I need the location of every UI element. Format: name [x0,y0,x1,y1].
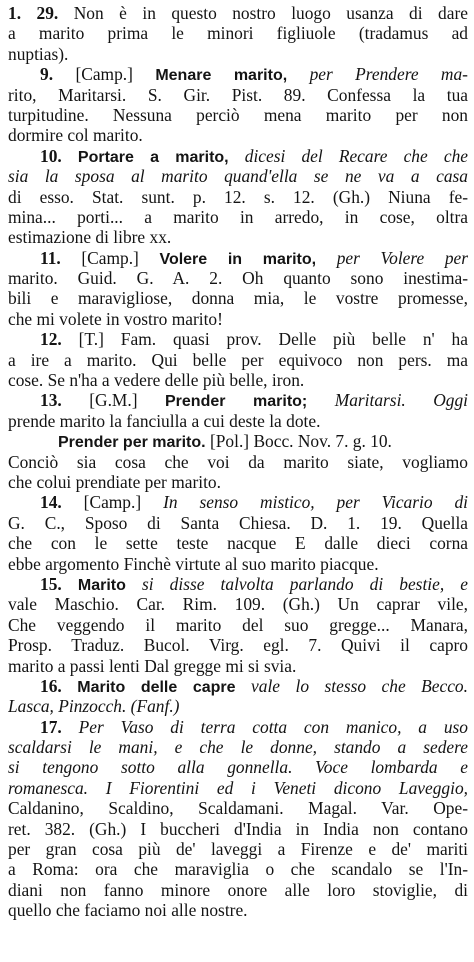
entry-number: 1. 29. [8,3,59,23]
entry-number: 16. [40,675,62,696]
text-line: sia la sposa al marito quand'ella se ne va a casa [8,166,468,187]
text-line: mina... porti... a marito in arredo, in cose, oltra [8,206,468,227]
text-line: per gran cosa più de' laveggi a Firenze e de' mariti [8,839,468,860]
entry-number: 10. [40,145,62,166]
sub-headword: Prender per marito. [58,434,206,452]
entry-12 [8,329,468,390]
text-line: cose. Se n'ha a vedere delle più belle, iron. [8,370,305,391]
source-tag: [Camp.] [75,64,133,85]
entry-text: Fam. quasi prov. Delle più belle n' ha [120,329,468,350]
source-tag: [Camp.] [81,247,139,268]
entry-13 [8,390,468,492]
entry-number: 14. [40,492,62,513]
text-line: romanesca. I Fiorentini ed i Veneti dicono Laveggio, [8,777,468,798]
text-line: che colui prendiate per marito. [8,471,221,492]
text-line: che mi volete in vostro marito! [8,308,223,329]
text-line [8,64,468,84]
text-line: turpitudine. Nessuna perciò mena marito per non [8,104,468,125]
text-line: a marito prima le minori figliuole (tradamus ad [8,23,468,44]
entry-15 [8,574,468,676]
text-line [8,329,468,349]
text-line: nuptias). [8,43,69,64]
text-line: scaldarsi le mani, e che le donne, stando a sedere [8,737,468,758]
text-line [8,3,468,23]
headword: Portare a marito, [77,148,229,166]
text-line: marito a passi lenti Dal gregge mi si svia. [8,655,297,676]
text-line: diani non fanno minore onore alle loro stoviglie, di [8,879,468,900]
text-line: Che veggendo il marito del suo gregge... Manara, [8,614,468,635]
source-tag: [T.] [78,329,104,350]
source-tag: [G.M.] [89,390,138,411]
text-line: di esso. Stat. sunt. p. 12. s. 12. (Gh.) Niuna fe- [8,186,468,207]
text-line [8,390,468,410]
entry-number: 15. [40,573,62,594]
text-line: marito. Guid. G. A. 2. Oh quanto sono inestima- [8,268,468,289]
text-line [8,574,468,594]
entry-10 [8,146,468,248]
source-tag: [Camp.] [83,492,142,513]
text-line: ebbe argomento Finchè virtute al suo marito piacque. [8,553,379,574]
headword: Menare marito, [155,67,288,85]
text-line: a ire a marito. Qui belle per equivoco non pers. ma [8,349,468,370]
text-line [8,492,468,512]
text-line: dormire col marito. [8,125,143,146]
entry-17 [8,717,468,921]
text-line [8,676,468,696]
entry-text: Per Vaso di terra cotta con manico, a uso [78,716,468,737]
text-line: rito, Maritarsi. S. Gir. Pist. 89. Confessa la tua [8,84,468,105]
text-line [8,248,468,268]
text-line [8,146,468,166]
text-line: bili e maravigliose, donna mia, le vostre promesse, [8,288,468,309]
entry-number: 13. [40,390,62,411]
text-line: Prosp. Traduz. Bucol. Virg. egl. 7. Quivi il capro [8,635,468,656]
text-line: a Roma: ora che maraviglia o che scandalo se l'In- [8,859,468,880]
text-line: Lasca, Pinzocch. (Fanf.) [8,696,180,717]
text-line: Conciò sia cosa che voi da marito siate, vogliamo [8,451,468,472]
text-line: Caldanino, Scaldino, Scaldamani. Magal. Var. Ope- [8,798,468,819]
headword: Marito [77,576,126,594]
headword: Marito delle capre [77,678,236,696]
entry-11 [8,248,468,330]
text-line: quello che faciamo noi alle nostre. [8,900,248,921]
text-line: vale Maschio. Car. Rim. 109. (Gh.) Un caprar vile, [8,594,468,615]
entry-number: 17. [40,716,62,737]
text-line [8,717,468,737]
entry-text: per Prendere ma- [309,64,468,85]
text-line [8,431,468,451]
text-line: G. C., Sposo di Santa Chiesa. D. 1. 19. Quella [8,512,468,533]
text-line: estimazione di libre xx. [8,227,172,248]
entry-number: 11. [40,247,61,268]
entry-text: vale lo stesso che Becco. [251,675,468,696]
headword: Volere in marito, [159,250,317,268]
entry-text: dicesi del Recare che che [244,145,468,166]
entry-number: 9. [40,64,54,85]
text-line: si tengono sotto alla gonnella. Voce lombarda e [8,757,468,778]
entry-1 [8,3,468,64]
entry-text: Non è in questo nostro luogo usanza di dare [73,3,468,23]
entry-text: per Volere per [336,247,468,268]
text-line: ret. 382. (Gh.) I buccheri d'India in India non contano [8,818,468,839]
entry-text: [Pol.] Bocc. Nov. 7. g. 10. [209,431,392,452]
entry-text: Maritarsi. Oggi [334,390,468,411]
text-line: prende marito la fanciulla a cui deste la dote. [8,410,321,431]
text-line: che con le sette teste nacque E dalle dieci corna [8,533,468,554]
entry-14 [8,492,468,574]
entry-number: 12. [40,329,62,350]
entry-text: si disse talvolta parlando di bestie, e [141,573,468,594]
entry-text: In senso mistico, per Vicario di [163,492,468,513]
entry-16 [8,676,468,717]
entry-9 [8,64,468,146]
headword: Prender marito; [165,393,308,411]
